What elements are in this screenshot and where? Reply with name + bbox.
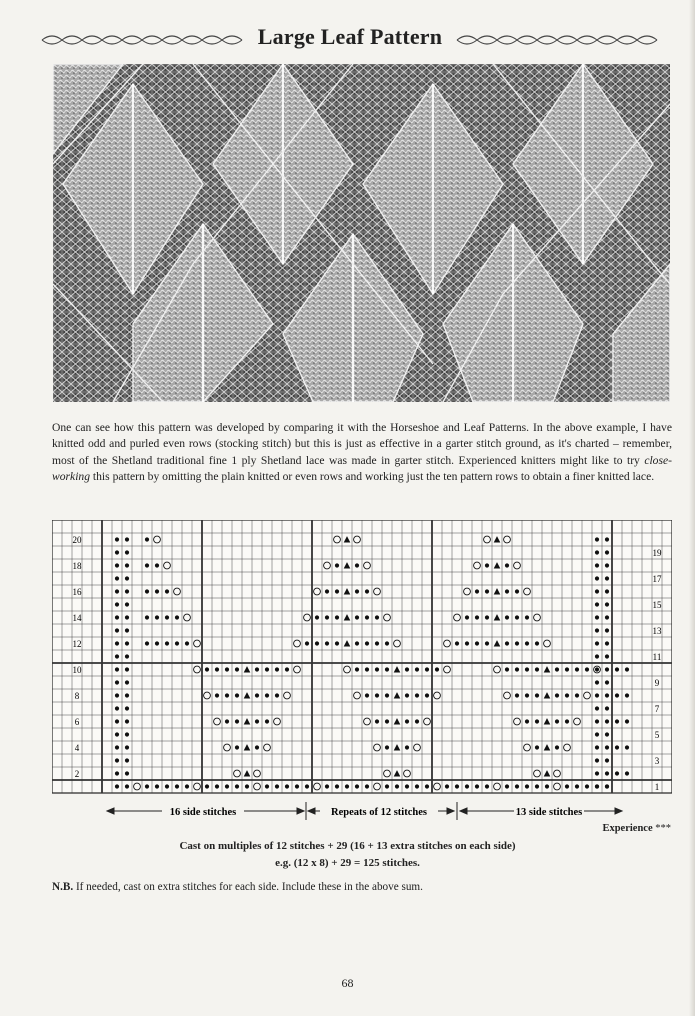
- knit-dot: [115, 680, 119, 684]
- knit-dot: [125, 784, 129, 788]
- knit-dot: [125, 563, 129, 567]
- knit-dot: [385, 719, 389, 723]
- cast-on-instructions: [0, 838, 695, 872]
- knit-dot: [575, 693, 579, 697]
- knit-dot: [605, 550, 609, 554]
- stitch-scale: [52, 800, 672, 822]
- knit-dot: [565, 719, 569, 723]
- knit-dot: [375, 719, 379, 723]
- knit-dot: [405, 667, 409, 671]
- knit-dot: [175, 615, 179, 619]
- row-label-left: 14: [72, 613, 82, 624]
- knit-dot: [385, 784, 389, 788]
- knit-dot: [595, 693, 599, 697]
- knit-dot: [415, 693, 419, 697]
- knit-dot: [555, 667, 559, 671]
- scale-middle-label: Repeats of 12 stitches: [331, 807, 427, 818]
- row-label-left: 2: [74, 769, 80, 780]
- description-paragraph: [52, 420, 672, 486]
- knitting-chart: [52, 520, 672, 802]
- knit-dot: [615, 745, 619, 749]
- knit-dot: [355, 615, 359, 619]
- knit-dot: [595, 641, 599, 645]
- knit-dot: [225, 667, 229, 671]
- row-label-right: 5: [654, 730, 660, 741]
- row-label-right: 3: [654, 756, 660, 767]
- knit-dot: [125, 667, 129, 671]
- knit-dot: [125, 589, 129, 593]
- knit-dot: [505, 615, 509, 619]
- scale-left-label: 16 side stitches: [169, 807, 237, 818]
- knit-dot: [605, 641, 609, 645]
- knit-dot: [125, 615, 129, 619]
- knit-dot: [215, 693, 219, 697]
- knit-dot: [605, 745, 609, 749]
- knit-dot: [615, 771, 619, 775]
- knit-dot: [145, 563, 149, 567]
- knit-dot: [125, 693, 129, 697]
- knit-dot: [465, 784, 469, 788]
- row-label-left: 12: [72, 639, 82, 650]
- knit-dot: [125, 628, 129, 632]
- knit-dot: [335, 615, 339, 619]
- knit-dot: [405, 693, 409, 697]
- description-part1: One can see how this pattern was developed by comparing it with the Horseshoe and Leaf Patterns. In the above example, I have knitted odd and purled even rows (stocking stitch) but this is just as effective in a garter stitch ground, as it's charted – remember, most of the Shetland traditional fine 1 ply Shetland lace was made in garter stitch. Experienced knitters might like to try: [52, 421, 672, 467]
- knit-dot: [345, 784, 349, 788]
- knit-dot: [305, 784, 309, 788]
- knit-dot: [375, 615, 379, 619]
- knit-dot: [505, 563, 509, 567]
- knit-dot: [595, 745, 599, 749]
- knit-dot: [115, 589, 119, 593]
- nb-label: N.B.: [52, 881, 74, 893]
- row-label-left: 8: [74, 691, 80, 702]
- page-number: 68: [341, 976, 354, 990]
- knit-dot: [545, 784, 549, 788]
- knit-dot: [605, 732, 609, 736]
- knit-dot: [605, 615, 609, 619]
- knit-dot: [605, 758, 609, 762]
- knit-dot: [595, 628, 599, 632]
- knit-dot: [605, 771, 609, 775]
- knit-dot: [565, 784, 569, 788]
- knit-dot: [515, 589, 519, 593]
- knit-dot: [595, 771, 599, 775]
- knit-dot: [485, 589, 489, 593]
- description-emphasis: close-working: [52, 453, 672, 484]
- row-label-left: 4: [74, 743, 80, 754]
- knit-dot: [525, 615, 529, 619]
- knit-dot: [405, 745, 409, 749]
- knit-dot: [115, 719, 119, 723]
- knit-dot: [515, 784, 519, 788]
- knit-dot: [115, 537, 119, 541]
- knit-dot: [165, 641, 169, 645]
- knit-dot: [225, 693, 229, 697]
- knit-dot: [355, 563, 359, 567]
- row-label-left: 18: [72, 561, 82, 572]
- knit-dot: [575, 784, 579, 788]
- knit-dot: [275, 784, 279, 788]
- knit-dot: [595, 654, 599, 658]
- knit-dot: [605, 589, 609, 593]
- knit-dot: [455, 784, 459, 788]
- knit-dot: [565, 667, 569, 671]
- knit-dot: [225, 719, 229, 723]
- knit-dot: [415, 667, 419, 671]
- knit-dot: [605, 693, 609, 697]
- knit-dot: [355, 641, 359, 645]
- knit-dot: [335, 589, 339, 593]
- knit-dot: [155, 784, 159, 788]
- knit-dot: [355, 589, 359, 593]
- scale-right-label: 13 side stitches: [515, 807, 583, 818]
- knit-dot: [235, 719, 239, 723]
- knit-dot: [125, 602, 129, 606]
- knit-dot: [625, 693, 629, 697]
- knit-dot: [505, 667, 509, 671]
- knit-dot: [595, 784, 599, 788]
- knit-dot: [565, 693, 569, 697]
- knit-dot: [505, 641, 509, 645]
- knit-dot: [595, 706, 599, 710]
- knit-dot: [625, 667, 629, 671]
- knit-dot: [595, 667, 599, 671]
- knit-dot: [515, 615, 519, 619]
- knit-dot: [615, 719, 619, 723]
- knit-dot: [115, 745, 119, 749]
- knit-dot: [535, 667, 539, 671]
- knit-dot: [205, 667, 209, 671]
- row-label-left: 16: [72, 587, 82, 598]
- row-label-left: 20: [72, 535, 82, 546]
- knit-dot: [155, 589, 159, 593]
- knit-dot: [115, 602, 119, 606]
- knit-dot: [575, 667, 579, 671]
- cast-on-line1: Cast on multiples of 12 stitches + 29 (16 + 13 extra stitches on each side): [179, 840, 516, 852]
- knit-dot: [365, 589, 369, 593]
- knit-dot: [385, 745, 389, 749]
- knit-dot: [625, 771, 629, 775]
- knit-dot: [445, 784, 449, 788]
- knit-dot: [375, 641, 379, 645]
- experience-rating: [602, 823, 671, 834]
- knit-dot: [625, 745, 629, 749]
- knit-dot: [315, 615, 319, 619]
- knit-dot: [115, 706, 119, 710]
- knit-dot: [155, 563, 159, 567]
- knit-dot: [175, 784, 179, 788]
- chart-grid: [52, 520, 672, 793]
- row-label-right: 17: [652, 574, 662, 585]
- knit-dot: [375, 693, 379, 697]
- knit-dot: [255, 745, 259, 749]
- knit-dot: [115, 563, 119, 567]
- knit-dot: [405, 784, 409, 788]
- nb-note: [52, 881, 423, 893]
- row-label-right: 11: [652, 652, 662, 663]
- knit-dot: [145, 784, 149, 788]
- knit-dot: [125, 719, 129, 723]
- knit-dot: [155, 641, 159, 645]
- knit-dot: [605, 680, 609, 684]
- knit-dot: [235, 693, 239, 697]
- knit-dot: [115, 654, 119, 658]
- knit-dot: [125, 771, 129, 775]
- knit-dot: [125, 641, 129, 645]
- knit-dot: [365, 693, 369, 697]
- knit-dot: [385, 641, 389, 645]
- knit-dot: [115, 784, 119, 788]
- knit-dot: [605, 628, 609, 632]
- knit-dot: [455, 641, 459, 645]
- knit-dot: [265, 667, 269, 671]
- knit-dot: [465, 641, 469, 645]
- knit-dot: [125, 758, 129, 762]
- knit-dot: [125, 550, 129, 554]
- knit-dot: [555, 693, 559, 697]
- knit-dot: [425, 784, 429, 788]
- knit-dot: [415, 719, 419, 723]
- knit-dot: [515, 641, 519, 645]
- knit-dot: [525, 641, 529, 645]
- knit-dot: [485, 615, 489, 619]
- knit-dot: [305, 641, 309, 645]
- knit-dot: [525, 719, 529, 723]
- knit-dot: [125, 654, 129, 658]
- knit-dot: [535, 784, 539, 788]
- knit-dot: [145, 537, 149, 541]
- knit-dot: [595, 732, 599, 736]
- knit-dot: [605, 563, 609, 567]
- knit-dot: [335, 641, 339, 645]
- knit-dot: [485, 641, 489, 645]
- knit-dot: [285, 667, 289, 671]
- knit-dot: [115, 771, 119, 775]
- knit-dot: [255, 667, 259, 671]
- knit-dot: [485, 784, 489, 788]
- knit-dot: [265, 693, 269, 697]
- knit-dot: [115, 758, 119, 762]
- knit-dot: [475, 589, 479, 593]
- row-label-left: 6: [74, 717, 80, 728]
- knit-dot: [615, 693, 619, 697]
- row-label-right: 13: [652, 626, 662, 637]
- knit-dot: [145, 589, 149, 593]
- knit-dot: [625, 719, 629, 723]
- knit-dot: [595, 589, 599, 593]
- description-part2: this pattern by omitting the plain knitted or even rows and working just the ten pattern rows to obtain a finer knitted lace.: [90, 470, 655, 484]
- knit-dot: [115, 732, 119, 736]
- knit-dot: [115, 576, 119, 580]
- knit-dot: [125, 706, 129, 710]
- knit-dot: [585, 667, 589, 671]
- knit-dot: [525, 784, 529, 788]
- knit-dot: [605, 537, 609, 541]
- knit-dot: [335, 784, 339, 788]
- knit-dot: [595, 550, 599, 554]
- knit-dot: [365, 641, 369, 645]
- knit-dot: [285, 784, 289, 788]
- knit-dot: [335, 563, 339, 567]
- knit-dot: [235, 784, 239, 788]
- knit-dot: [375, 667, 379, 671]
- knit-dot: [535, 641, 539, 645]
- knit-dot: [355, 667, 359, 671]
- knit-dot: [125, 732, 129, 736]
- knit-dot: [595, 602, 599, 606]
- knit-dot: [595, 615, 599, 619]
- knit-dot: [125, 680, 129, 684]
- knit-dot: [165, 615, 169, 619]
- knit-dot: [515, 693, 519, 697]
- knit-dot: [225, 784, 229, 788]
- experience-stars: ***: [655, 823, 671, 834]
- row-label-right: 1: [654, 782, 660, 793]
- knit-dot: [255, 693, 259, 697]
- knit-dot: [155, 615, 159, 619]
- knit-dot: [595, 563, 599, 567]
- knit-dot: [525, 667, 529, 671]
- row-label-right: 15: [652, 600, 662, 611]
- knit-dot: [595, 758, 599, 762]
- knit-dot: [325, 615, 329, 619]
- knit-dot: [475, 615, 479, 619]
- knit-dot: [115, 615, 119, 619]
- row-label-left: 10: [72, 665, 82, 676]
- knit-dot: [205, 784, 209, 788]
- knit-dot: [595, 719, 599, 723]
- knit-dot: [465, 615, 469, 619]
- knit-dot: [555, 745, 559, 749]
- knit-dot: [355, 784, 359, 788]
- knit-dot: [365, 667, 369, 671]
- knit-dot: [175, 641, 179, 645]
- page-title: Large Leaf Pattern: [40, 24, 660, 50]
- knit-dot: [385, 693, 389, 697]
- nb-text: If needed, cast on extra stitches for each side. Include these in the above sum.: [75, 881, 423, 893]
- knit-dot: [115, 628, 119, 632]
- knit-dot: [125, 537, 129, 541]
- knit-dot: [365, 615, 369, 619]
- knit-dot: [425, 693, 429, 697]
- knit-dot: [605, 706, 609, 710]
- row-label-right: 9: [654, 678, 660, 689]
- knit-dot: [265, 784, 269, 788]
- knit-dot: [425, 667, 429, 671]
- knit-dot: [235, 667, 239, 671]
- knit-dot: [535, 693, 539, 697]
- knit-dot: [115, 641, 119, 645]
- knit-dot: [515, 667, 519, 671]
- knit-dot: [125, 576, 129, 580]
- knit-dot: [235, 745, 239, 749]
- knit-dot: [605, 719, 609, 723]
- knit-dot: [485, 563, 489, 567]
- knit-dot: [605, 576, 609, 580]
- knit-dot: [505, 784, 509, 788]
- knit-dot: [595, 537, 599, 541]
- knit-dot: [505, 589, 509, 593]
- knit-dot: [475, 784, 479, 788]
- knit-dot: [395, 784, 399, 788]
- experience-label: Experience: [602, 823, 653, 834]
- row-label-right: 7: [654, 704, 660, 715]
- knit-dot: [525, 693, 529, 697]
- knit-dot: [605, 654, 609, 658]
- knit-dot: [595, 680, 599, 684]
- knit-dot: [325, 589, 329, 593]
- knit-dot: [125, 745, 129, 749]
- knit-dot: [605, 784, 609, 788]
- knit-dot: [605, 667, 609, 671]
- knit-dot: [435, 667, 439, 671]
- knit-dot: [535, 745, 539, 749]
- knit-dot: [115, 550, 119, 554]
- cast-on-line2: e.g. (12 x 8) + 29 = 125 stitches.: [275, 857, 420, 869]
- knit-dot: [405, 719, 409, 723]
- knit-dot: [165, 784, 169, 788]
- knit-dot: [615, 667, 619, 671]
- knit-dot: [185, 641, 189, 645]
- knit-dot: [555, 719, 559, 723]
- knit-dot: [215, 667, 219, 671]
- knit-dot: [325, 641, 329, 645]
- knit-dot: [415, 784, 419, 788]
- knit-dot: [535, 719, 539, 723]
- row-label-right: 19: [652, 548, 662, 559]
- title-row: [40, 22, 660, 56]
- lace-photograph: [53, 64, 670, 402]
- knit-dot: [585, 784, 589, 788]
- knit-dot: [365, 784, 369, 788]
- knit-dot: [295, 784, 299, 788]
- knit-dot: [185, 784, 189, 788]
- knit-dot: [595, 576, 599, 580]
- knit-dot: [115, 667, 119, 671]
- knit-dot: [215, 784, 219, 788]
- knit-dot: [265, 719, 269, 723]
- knit-dot: [245, 784, 249, 788]
- knit-dot: [165, 589, 169, 593]
- knit-dot: [255, 719, 259, 723]
- knit-dot: [145, 641, 149, 645]
- knit-dot: [275, 667, 279, 671]
- knit-dot: [275, 693, 279, 697]
- ornament-right-icon: [455, 32, 660, 48]
- knit-dot: [385, 667, 389, 671]
- knit-dot: [475, 641, 479, 645]
- knit-dot: [605, 602, 609, 606]
- knit-dot: [115, 693, 119, 697]
- knit-dot: [315, 641, 319, 645]
- knit-dot: [325, 784, 329, 788]
- knit-dot: [145, 615, 149, 619]
